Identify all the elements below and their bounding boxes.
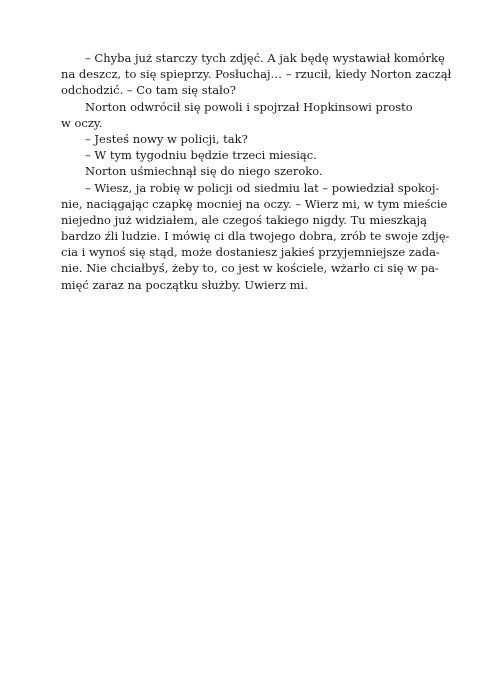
text-line: – W tym tygodniu będzie trzeci miesiąc. <box>85 148 317 163</box>
body-text <box>61 50 452 293</box>
text-line: cia i wynoś się stąd, może dostaniesz jakieś przyjemniejsze zada- <box>61 245 440 260</box>
text-line: niejedno już widziałem, ale czegoś takiego nigdy. Tu mieszkają <box>61 212 427 227</box>
text-line: – Jesteś nowy w policji, tak? <box>85 131 248 146</box>
text-line: mięć zaraz na początku służby. Uwierz mi. <box>61 277 308 292</box>
text-line: – Wiesz, ja robię w policji od siedmiu lat – powiedział spokoj- <box>85 180 440 195</box>
text-line: – Chyba już starczy tych zdjęć. A jak będę wystawiał komórkę <box>85 51 445 65</box>
text-line: nie. Nie chciałbyś, żeby to, co jest w kościele, wżarło ci się w pa- <box>61 261 439 276</box>
text-line: Norton uśmiechnął się do niego szeroko. <box>85 164 323 179</box>
text-line: Norton odwrócił się powoli i spojrzał Hopkinsowi prosto <box>85 99 413 114</box>
text-line: bardzo źli ludzie. I mówię ci dla twojego dobra, zrób te swoje zdję- <box>61 229 450 244</box>
text-line: na deszcz, to się spieprzy. Posłuchaj… – rzucił, kiedy Norton zaczął <box>61 67 452 82</box>
text-line: nie, naciągając czapkę mocniej na oczy. – Wierz mi, w tym mieście <box>61 196 448 211</box>
text-line: w oczy. <box>61 115 103 130</box>
text-line: odchodzić. – Co tam się stało? <box>61 83 236 98</box>
